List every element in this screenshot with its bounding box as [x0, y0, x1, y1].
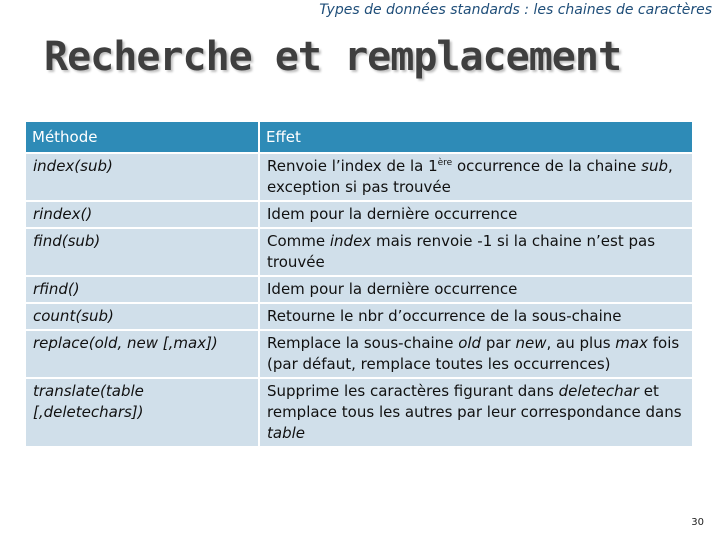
effect-cell: Idem pour la dernière occurrence [259, 201, 693, 228]
effect-cell: Comme index mais renvoie -1 si la chaine n’est pas trouvée [259, 228, 693, 276]
table-row [25, 153, 693, 201]
header-subtitle: Types de données standards : les chaines de caractères [319, 2, 712, 18]
effect-cell: Idem pour la dernière occurrence [259, 276, 693, 303]
effect-cell: Renvoie l’index de la 1ère occurrence de la chaine sub, exception si pas trouvée [259, 153, 693, 201]
effect-cell: Retourne le nbr d’occurrence de la sous-chaine [259, 303, 693, 330]
effect-cell: Supprime les caractères figurant dans deletechar et remplace tous les autres par leur correspondance dans table [259, 378, 693, 447]
method-cell: count(sub) [25, 303, 259, 330]
method-cell: translate(table [,deletechars]) [25, 378, 259, 447]
methods-table [24, 120, 694, 448]
page-number: 30 [691, 517, 704, 528]
table-row [25, 201, 693, 228]
table-header-row [25, 121, 693, 153]
table-row [25, 276, 693, 303]
slide-title: Recherche et remplacement [44, 34, 622, 80]
table-row [25, 378, 693, 447]
column-header-method: Méthode [25, 121, 259, 153]
method-cell: rindex() [25, 201, 259, 228]
column-header-effect: Effet [259, 121, 693, 153]
effect-cell: Remplace la sous-chaine old par new, au plus max fois (par défaut, remplace toutes les occurrences) [259, 330, 693, 378]
table-row [25, 303, 693, 330]
method-cell: find(sub) [25, 228, 259, 276]
method-cell: rfind() [25, 276, 259, 303]
method-cell: index(sub) [25, 153, 259, 201]
table-row [25, 228, 693, 276]
table-row [25, 330, 693, 378]
method-cell: replace(old, new [,max]) [25, 330, 259, 378]
